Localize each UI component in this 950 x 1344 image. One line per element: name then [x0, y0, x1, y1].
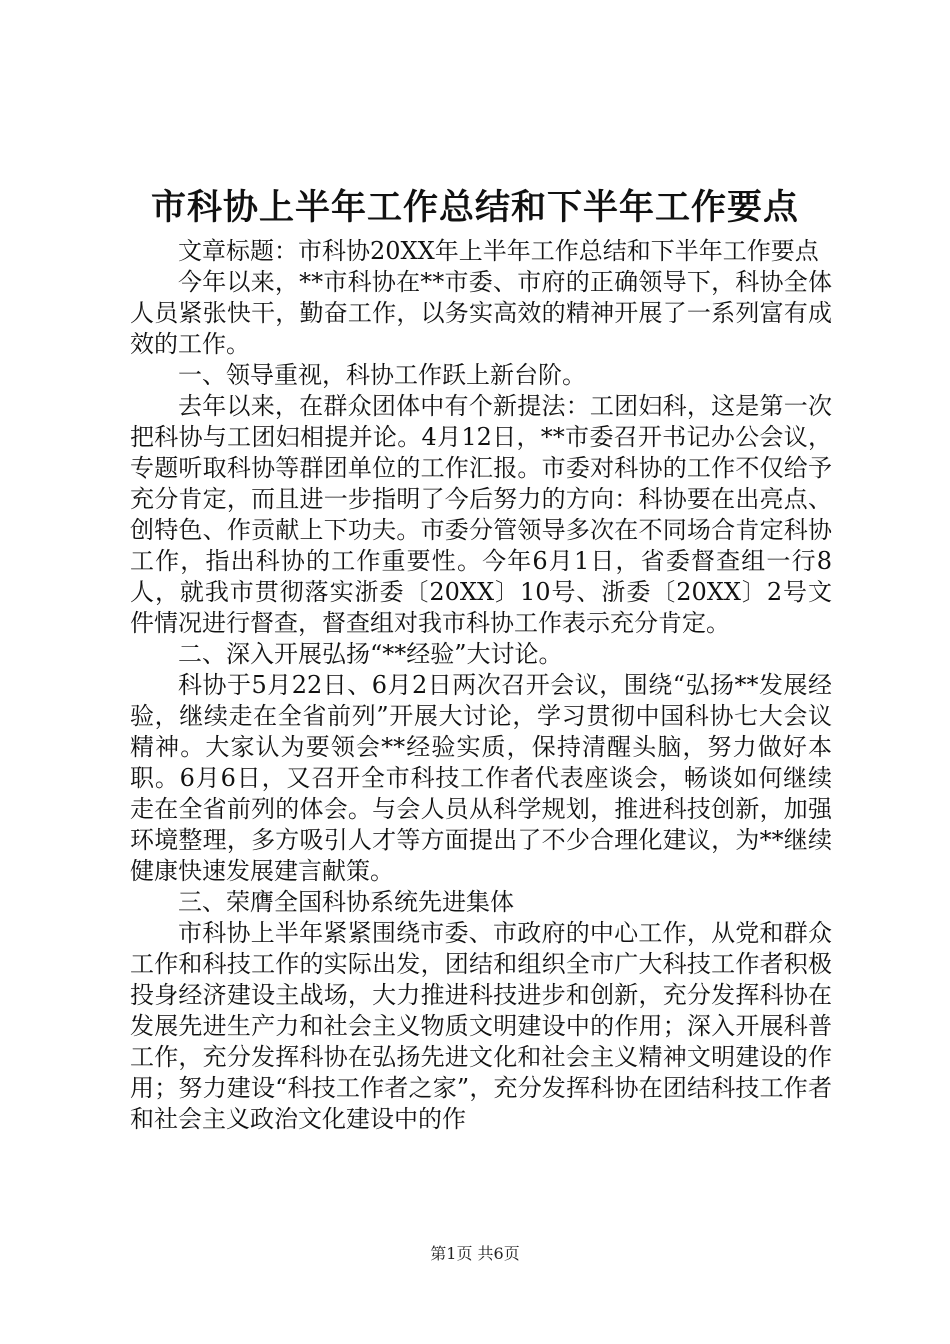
- section-heading-1: 一、领导重视，科协工作跃上新台阶。: [178, 361, 586, 389]
- page-number-footer: 第1页 共6页: [430, 1244, 520, 1263]
- document-title: 市科协上半年工作总结和下半年工作要点: [150, 187, 799, 228]
- paragraph-section-2: 科协于5月22日、6月2日两次召开会议，围绕“弘扬**发展经验，继续走在全省前列”开展大讨论，学习贯彻中国科协七大会议精神。大家认为要领会**经验实质，保持清醒头脑，努力做好本职。6月6日，又召开全市科技工作者代表座谈会，畅谈如何继续走在全省前列的体会。与会人员从科学规划，推进科技创新，加强环境整理，多方吸引人才等方面提出了不少合理化建议，为**继续健康快速发展建言献策。: [130, 671, 832, 885]
- paragraph-section-1: 去年以来，在群众团体中有个新提法：工团妇科，这是第一次把科协与工团妇相提并论。4月12日，**市委召开书记办公会议，专题听取科协等群团单位的工作汇报。市委对科协的工作不仅给予充分肯定，而且进一步指明了今后努力的方向：科协要在出亮点、创特色、作贡献上下功夫。市委分管领导多次在不同场合肯定科协工作，指出科协的工作重要性。今年6月1日，省委督查组一行8人，就我市贯彻落实浙委〔20XX〕10号、浙委〔20XX〕2号文件情况进行督查，督查组对我市科协工作表示充分肯定。: [130, 392, 832, 637]
- paragraph-article-title: 文章标题：市科协20XX年上半年工作总结和下半年工作要点: [178, 237, 819, 265]
- document-body: [130, 236, 832, 1135]
- section-heading-2: 二、深入开展弘扬“**经验”大讨论。: [178, 640, 563, 668]
- paragraph-section-3: 市科协上半年紧紧围绕市委、市政府的中心工作，从党和群众工作和科技工作的实际出发，团结和组织全市广大科技工作者积极投身经济建设主战场，大力推进科技进步和创新，充分发挥科协在发展先进生产力和社会主义物质文明建设中的作用；深入开展科普工作，充分发挥科协在弘扬先进文化和社会主义精神文明建设的作用；努力建设“科技工作者之家”，充分发挥科协在团结科技工作者和社会主义政治文化建设中的作: [130, 919, 832, 1133]
- paragraph-intro: 今年以来，**市科协在**市委、市府的正确领导下，科协全体人员紧张快干，勤奋工作，以务实高效的精神开展了一系列富有成效的工作。: [130, 268, 832, 358]
- section-heading-3: 三、荣膺全国科协系统先进集体: [178, 888, 514, 916]
